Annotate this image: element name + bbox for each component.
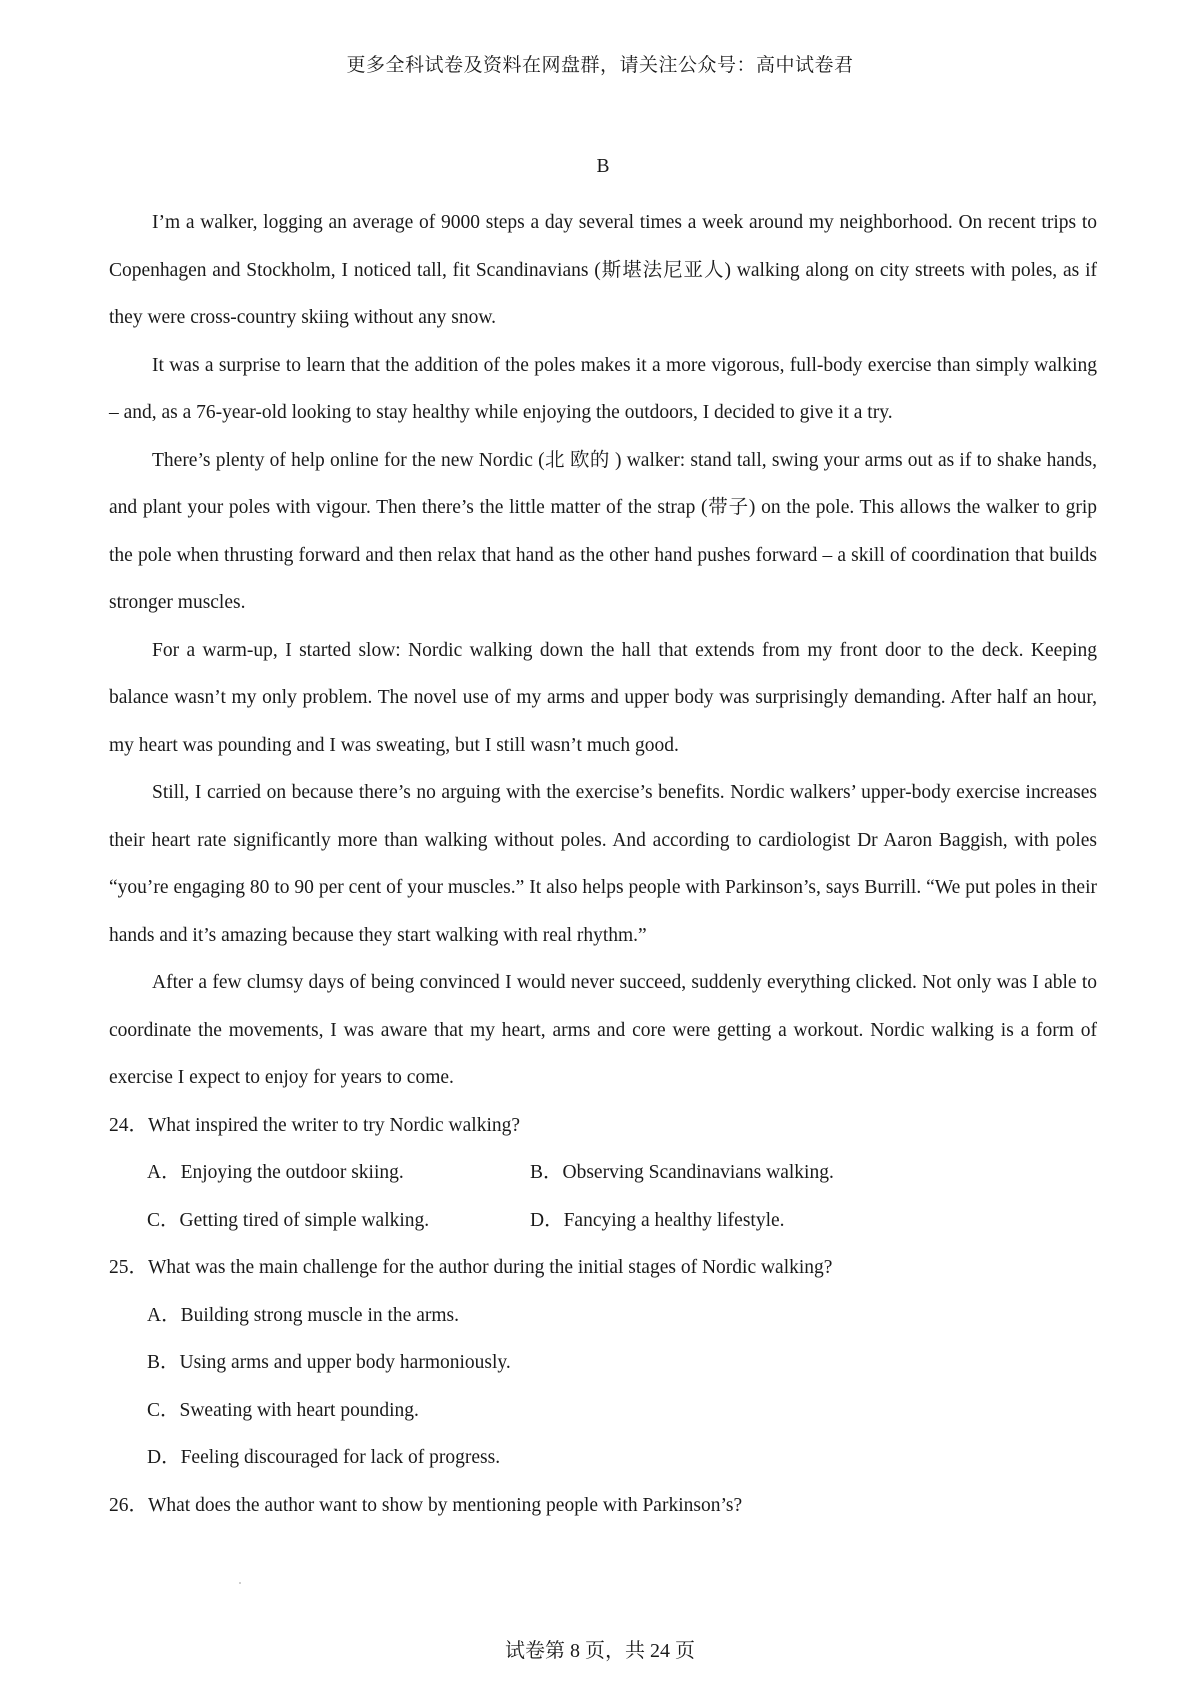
question-24-stem: 24．What inspired the writer to try Nordic walking?: [109, 1114, 521, 1136]
question-24-option-c: C．Getting tired of simple walking.: [147, 1209, 430, 1231]
question-26-stem: 26．What does the author want to show by mentioning people with Parkinson’s?: [109, 1494, 743, 1516]
question-25-option-c: C．Sweating with heart pounding.: [147, 1399, 419, 1421]
question-24-options-row-1: [109, 1149, 1097, 1197]
reading-passage: [109, 199, 1097, 1102]
question-24-option-b: B．Observing Scandinavians walking.: [530, 1162, 834, 1183]
question-25-option-a: A．Building strong muscle in the arms.: [147, 1304, 459, 1326]
question-24-option-d: D．Fancying a healthy lifestyle.: [530, 1209, 785, 1231]
question-24-option-a: A．Enjoying the outdoor skiing.: [147, 1162, 404, 1183]
passage-paragraph-1: I’m a walker, logging an average of 9000 steps a day several times a week around my neighborhood. On recent trips to Copenhagen and Stockholm, I noticed tall, fit Scandinavians (斯堪法尼亚人) walking along on city streets with poles, as if they were cross-country skiing without any snow.: [109, 212, 1097, 328]
passage-paragraph-2: It was a surprise to learn that the addition of the poles makes it a more vigorous, full-body exercise than simply walking – and, as a 76-year-old looking to stay healthy while enjoying the outdoors, I decided to give it a try.: [109, 354, 1097, 423]
question-25-stem: 25．What was the main challenge for the author during the initial stages of Nordic walking?: [109, 1257, 833, 1278]
passage-paragraph-5: Still, I carried on because there’s no arguing with the exercise’s benefits. Nordic walkers’ upper-body exercise increases their heart rate significantly more than walking without poles. And according to cardiologist Dr Aaron Baggish, with poles “you’re engaging 80 to 90 per cent of your muscles.” It also helps people with Parkinson’s, says Burrill. “We put poles in their hands and it’s amazing because they start walking with real rhythm.”: [109, 782, 1097, 946]
question-26: [109, 1482, 1097, 1530]
question-25-option-d: D．Feeling discouraged for lack of progress.: [147, 1447, 501, 1468]
passage-paragraph-4: For a warm-up, I started slow: Nordic walking down the hall that extends from my front door to the deck. Keeping balance wasn’t my only problem. The novel use of my arms and upper body was surprisingly demanding. After half an hour, my heart was pounding and I was sweating, but I still wasn’t much good.: [109, 639, 1097, 756]
question-24: [109, 1102, 1097, 1245]
document-body: [109, 152, 1097, 1529]
question-24-options-row-2: [109, 1197, 1097, 1245]
passage-paragraph-3: There’s plenty of help online for the new Nordic (北 欧的 ) walker: stand tall, swing your arms out as if to shake hands, and plant your poles with vigour. Then there’s the little matter of the strap (带子) on the pole. This allows the walker to grip the pole when thrusting forward and then relax that hand as the other hand pushes forward – a skill of coordination that builds stronger muscles.: [109, 449, 1097, 613]
passage-paragraph-6: After a few clumsy days of being convinced I would never succeed, suddenly everything clicked. Not only was I able to coordinate the movements, I was aware that my heart, arms and core were getting a workout. Nordic walking is a form of exercise I expect to enjoy for years to come.: [109, 972, 1097, 1088]
section-title: B: [596, 156, 610, 177]
question-25-option-b: B．Using arms and upper body harmoniously.: [147, 1352, 511, 1373]
question-25: [109, 1244, 1097, 1482]
page-number: 试卷第 8 页，共 24 页: [505, 1640, 695, 1662]
scan-speck: [239, 1582, 241, 1584]
header-note: 更多全科试卷及资料在网盘群，请关注公众号：高中试卷君: [346, 55, 854, 76]
